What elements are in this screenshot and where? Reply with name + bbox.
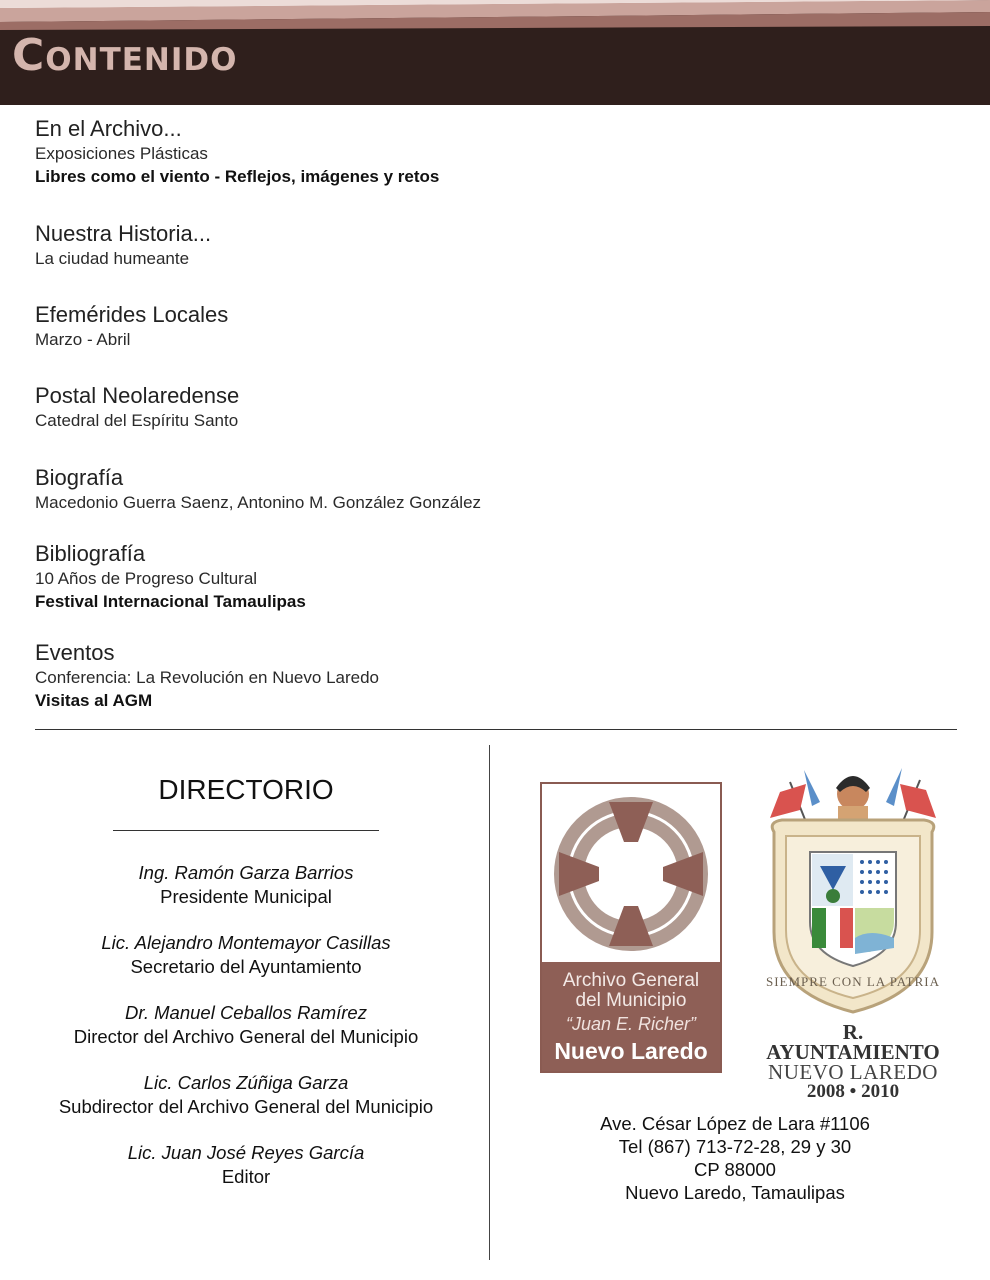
toc-section-title: Eventos [35,640,115,665]
person-role: Presidente Municipal [160,886,332,907]
toc-line: Conferencia: La Revolución en Nuevo Laredo [35,668,380,687]
person-role: Director del Archivo General del Municipio [73,1026,419,1047]
toc-line: 10 Años de Progreso Cultural [35,569,258,588]
toc-section-postal [35,383,239,432]
toc-line: Visitas al AGM [35,691,153,710]
vertical-divider [489,745,490,1260]
toc-section-title: Bibliografía [35,541,146,566]
address-line: Ave. César López de Lara #1106 [600,1113,870,1134]
address-postal-code: CP 88000 [694,1159,776,1180]
toc-section-archivo [35,116,439,188]
horizontal-divider [35,729,957,730]
address-block [530,1112,940,1204]
logo-caption-band [542,962,720,1071]
toc-line: Libres como el viento - Reflejos, imágenes y retos [35,167,440,186]
crest-subtitle: NUEVO LAREDO [768,1060,938,1084]
toc-section-title: Biografía [35,465,124,490]
crest-motto: SIEMPRE CON LA PATRIA [765,974,941,989]
toc-line: Exposiciones Plásticas [35,144,208,163]
logo-text: del Municipio [575,990,687,1011]
address-phone: Tel (867) 713-72-28, 29 y 30 [618,1136,852,1157]
toc-line: La ciudad humeante [35,249,190,268]
directory-entry [30,861,462,909]
toc-section-title: Efemérides Locales [35,302,229,327]
logo-text: “Juan E. Richer” [565,1014,697,1034]
toc-line: Macedonio Guerra Saenz, Antonino M. González González [35,493,482,512]
toc-section-historia [35,221,211,270]
address-city: Nuevo Laredo, Tamaulipas [625,1182,845,1203]
toc-section-efemerides [35,302,228,351]
toc-line: Catedral del Espíritu Santo [35,411,239,430]
cross-emblem-icon [542,784,720,964]
crest-title: R. AYUNTAMIENTO [766,1020,940,1064]
person-role: Editor [221,1166,271,1187]
toc-section-eventos [35,640,379,712]
toc-section-title: Nuestra Historia... [35,221,212,246]
directory-entry [30,1071,462,1119]
directory-divider [113,830,379,831]
directory [30,770,462,1211]
toc-section-title: En el Archivo... [35,116,182,141]
person-name: Lic. Carlos Zúñiga Garza [143,1072,349,1093]
person-name: Dr. Manuel Ceballos Ramírez [125,1002,367,1023]
page-title: Contenido [12,30,238,81]
directory-entry [30,1001,462,1049]
toc-section-biografia [35,465,481,514]
coat-of-arms-icon [760,762,946,1020]
logo-text: Archivo General [562,970,700,991]
toc-section-title: Postal Neolaredense [35,383,240,408]
toc-line: Marzo - Abril [35,330,131,349]
person-name: Lic. Alejandro Montemayor Casillas [101,932,391,953]
page-header [0,0,990,105]
toc-section-bibliografia [35,541,306,613]
person-name: Ing. Ramón Garza Barrios [138,862,354,883]
directory-entry [30,1141,462,1189]
toc-line: Festival Internacional Tamaulipas [35,592,306,611]
crest-years: 2008 • 2010 [806,1081,900,1102]
directory-title: DIRECTORIO [158,774,334,805]
person-role: Subdirector del Archivo General del Municipio [58,1096,434,1117]
logo-text: Nuevo Laredo [554,1038,708,1064]
directory-entry [30,931,462,979]
ayuntamiento-crest [758,762,948,1102]
archivo-general-logo [540,782,722,1073]
person-role: Secretario del Ayuntamiento [130,956,362,977]
person-name: Lic. Juan José Reyes García [127,1142,365,1163]
